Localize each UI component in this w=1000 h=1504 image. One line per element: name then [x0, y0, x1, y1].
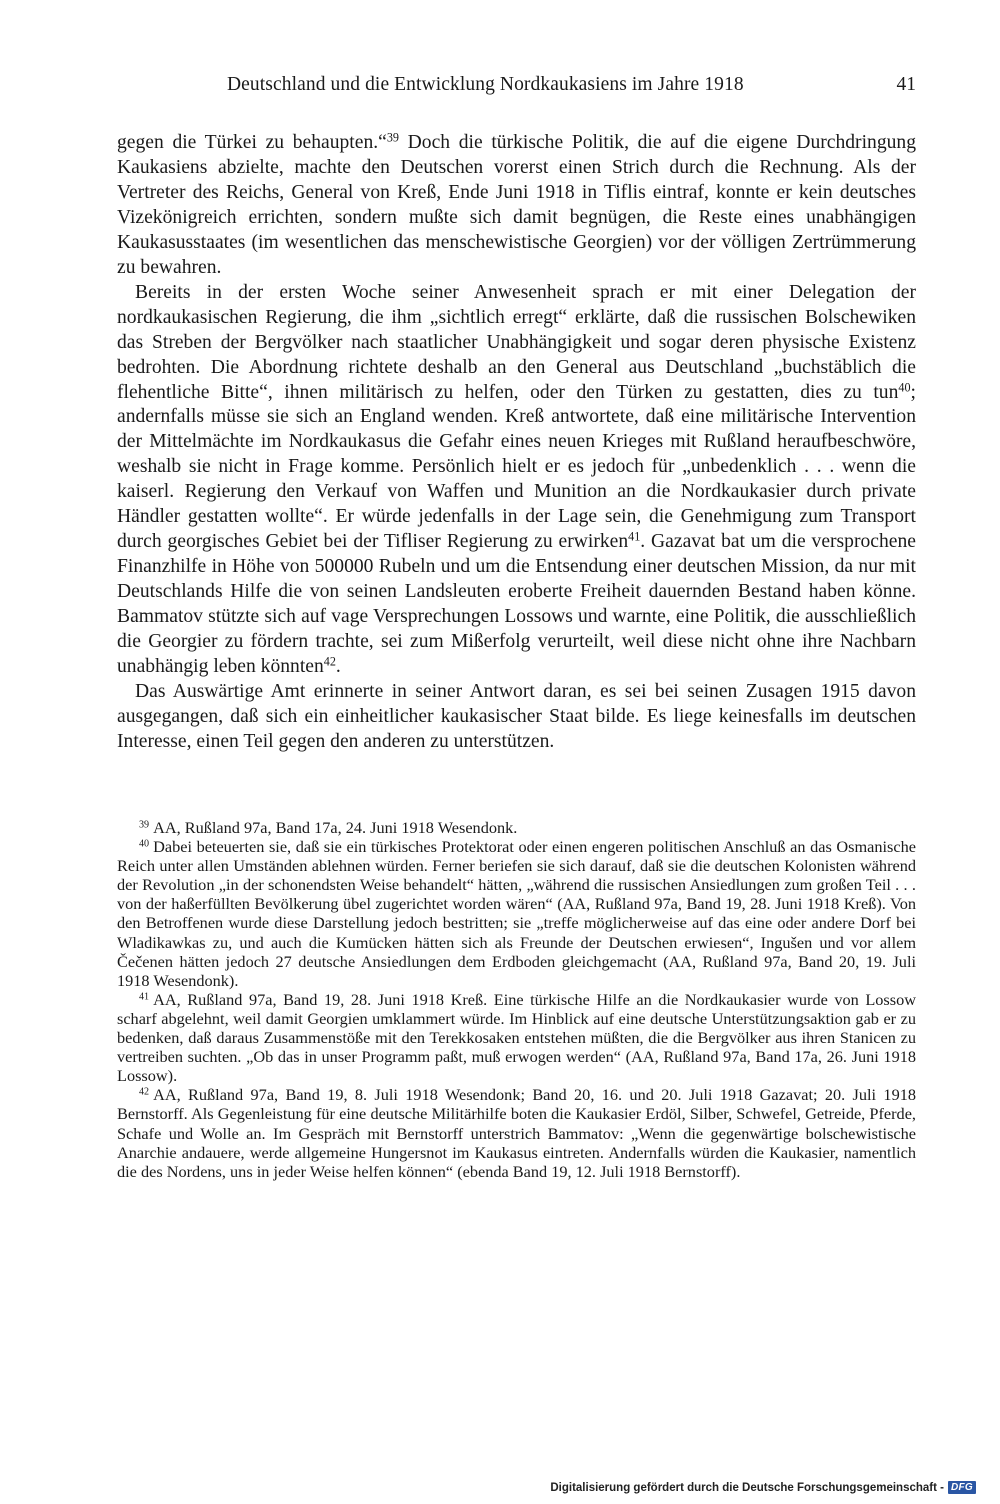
- footnote-ref-40[interactable]: 40: [898, 379, 911, 394]
- footnote-ref-41[interactable]: 41: [628, 529, 641, 544]
- footnote-number: 42: [139, 1086, 150, 1098]
- footnote-text: AA, Rußland 97a, Band 17a, 24. Juni 1918 Wesendonk.: [153, 818, 518, 837]
- paragraph-2-part-c: . Gazavat bat um die versprochene Finanzhilfe in Höhe von 500000 Rubeln und um die Entsendung einer deutschen Mission, da nur mit Deutschlands Hilfe die von seinen Landsleuten eroberte Freiheit dauernden Bestand haben könne. Bammatov stützte sich auf vage Versprechungen Lossows und warnte, eine Politik, die ausschließlich die Georgier zu fördern trachte, sei zum Mißerfolg verurteilt, weil diese nicht ohne ihre Nachbarn unabhängig leben könnten: [117, 531, 916, 678]
- page-header: [117, 70, 916, 104]
- paragraph-1-start: gegen die Türkei zu behaupten.“: [117, 132, 387, 153]
- paragraph-2-part-b: ; andernfalls müsse sie sich an England wenden. Kreß antwortete, daß eine militärische Intervention der Mittelmächte im Nordkaukasus die Gefahr eines neuen Krieges mit Rußland heraufbeschwöre, weshalb sie nicht in Frage komme. Persönlich hielt er es jedoch für „unbedenklich . . . wenn die kaiserl. Regierung den Verkauf von Waffen und Munition an die Nordkaukasier durch private Händler gestatten wollte“. Er würde jedenfalls in der Lage sein, die Genehmigung zum Transport durch georgisches Gebiet bei der Tifliser Regierung zu erwirken: [117, 381, 916, 553]
- digitization-note: Digitalisierung gefördert durch die Deutsche Forschungsgemeinschaft -: [550, 1481, 944, 1494]
- footnote-ref-39[interactable]: 39: [386, 130, 399, 145]
- dfg-logo-icon: DFG: [948, 1481, 976, 1494]
- paragraph-2-part-a: Bereits in der ersten Woche seiner Anwesenheit sprach er mit einer Delegation der nordkaukasischen Regierung, die ihm „sichtlich erregt“ erklärte, daß die russischen Bolschewiken das Streben der Bergvölker nach staatlicher Unabhängigkeit und sogar deren physische Existenz bedrohten. Die Abordnung richtete deshalb an den General aus Deutschland „buchstäblich die flehentliche Bitte“, ihnen militärisch zu helfen, oder den Türken zu gestatten, dies zu tun: [117, 281, 916, 403]
- footnote-39: [117, 818, 916, 837]
- paragraph-2-part-d: .: [335, 656, 341, 678]
- footnote-text: Dabei beteuerten sie, daß sie ein türkisches Protektorat oder einen engeren politischen Anschluß an das Osmanische Reich unter allen Umständen ablehnen würden. Ferner beriefen sie sich darauf, daß sie die deutschen Kolonisten während der Revolution „in der schonendsten Weise behandelt“ hätten, „während die russischen Ansiedlungen zum großen Teil . . . von der haßerfüllten Bevölkerung übel zugerichtet worden wären“ (AA, Rußland 97a, Band 19, 28. Juni 1918 Kreß). Von den Betroffenen wurde diese Darstellung jedoch bestritten; sie „treffe möglicherweise auf das eine oder andere Dorf bei Wladikawkas zu, und auch die Kumücken hätten sich als Freunde der Deutschen erwiesen“, Ingušen und vor allem Čečenen hätten jedoch 27 deutsche Ansiedlungen dem Erdboden gleichgemacht (AA, Rußland 97a, Band 20, 19. Juli 1918 Wesendonk).: [117, 837, 916, 990]
- paragraph-1-rest: Doch die türkische Politik, die auf die eigene Durchdringung Kaukasiens abzielte, machte den Deutschen vorerst einen Strich durch die Rechnung. Als der Vertreter des Reichs, General von Kreß, Ende Juni 1918 in Tiflis eintraf, konnte er kein deutsches Vizekönigreich errichten, sondern mußte sich damit begnügen, die Reste eines unabhängigen Kaukasusstaates (im wesentlichen das menschewistische Georgien) vor der völligen Zertrümmerung zu bewahren.: [117, 132, 917, 278]
- running-title: Deutschland und die Entwicklung Nordkaukasiens im Jahre 1918: [227, 74, 744, 95]
- footnote-42: [117, 1085, 916, 1180]
- footnote-number: 40: [139, 838, 150, 850]
- paragraph-2: [117, 281, 916, 680]
- digitization-footer: [550, 1481, 976, 1494]
- footnote-41: [117, 990, 916, 1085]
- footnote-number: 41: [139, 991, 150, 1003]
- footnote-number: 39: [139, 819, 150, 831]
- footnotes: [117, 818, 916, 1181]
- footnote-text: AA, Rußland 97a, Band 19, 28. Juni 1918 Kreß. Eine türkische Hilfe an die Nordkaukasier wurde von Lossow scharf abgelehnt, weil damit Georgien umklammert würde. Im Hinblick auf eine deutsche Unterstützungsaktion gab er zu bedenken, daß daraus Zusammenstöße mit den Terekkosaken entstehen müßten, die die Bergvölker aus ihren Stanicen zu vertreiben suchten. „Ob das in unser Programm paßt, muß erwogen werden“ (AA, Rußland 97a, Band 17a, 26. Juni 1918 Lossow).: [117, 989, 916, 1086]
- paragraph-1: [117, 131, 916, 281]
- footnote-text: AA, Rußland 97a, Band 19, 8. Juli 1918 Wesendonk; Band 20, 16. und 20. Juli 1918 Gazavat; 20. Juli 1918 Bernstorff. Als Gegenleistung für eine deutsche Militärhilfe boten die Kaukasier Erdöl, Silber, Schwefel, Getreide, Pferde, Schafe und Wolle an. Im Gespräch mit Bernstorff unterstrich Bammatov: „Wenn die gegenwärtige bolschewistische Anarchie andauere, werde allgemeine Hungersnot im Kaukasus eintreten. Andernfalls würden die Kaukasier, namentlich die des Nordens, uns in jeder Weise helfen können“ (ebenda Band 19, 12. Juli 1918 Bernstorff).: [117, 1085, 916, 1181]
- footnote-40: [117, 837, 916, 990]
- footnote-ref-42[interactable]: 42: [323, 654, 336, 669]
- paragraph-3: Das Auswärtige Amt erinnerte in seiner Antwort daran, es sei bei seinen Zusagen 1915 davon ausgegangen, daß sich ein einheitlicher kaukasischer Staat bilde. Es liege keinesfalls im deutschen Interesse, einen Teil gegen den anderen zu unterstützen.: [117, 680, 916, 752]
- page-number: 41: [896, 74, 916, 95]
- main-text: [117, 131, 916, 755]
